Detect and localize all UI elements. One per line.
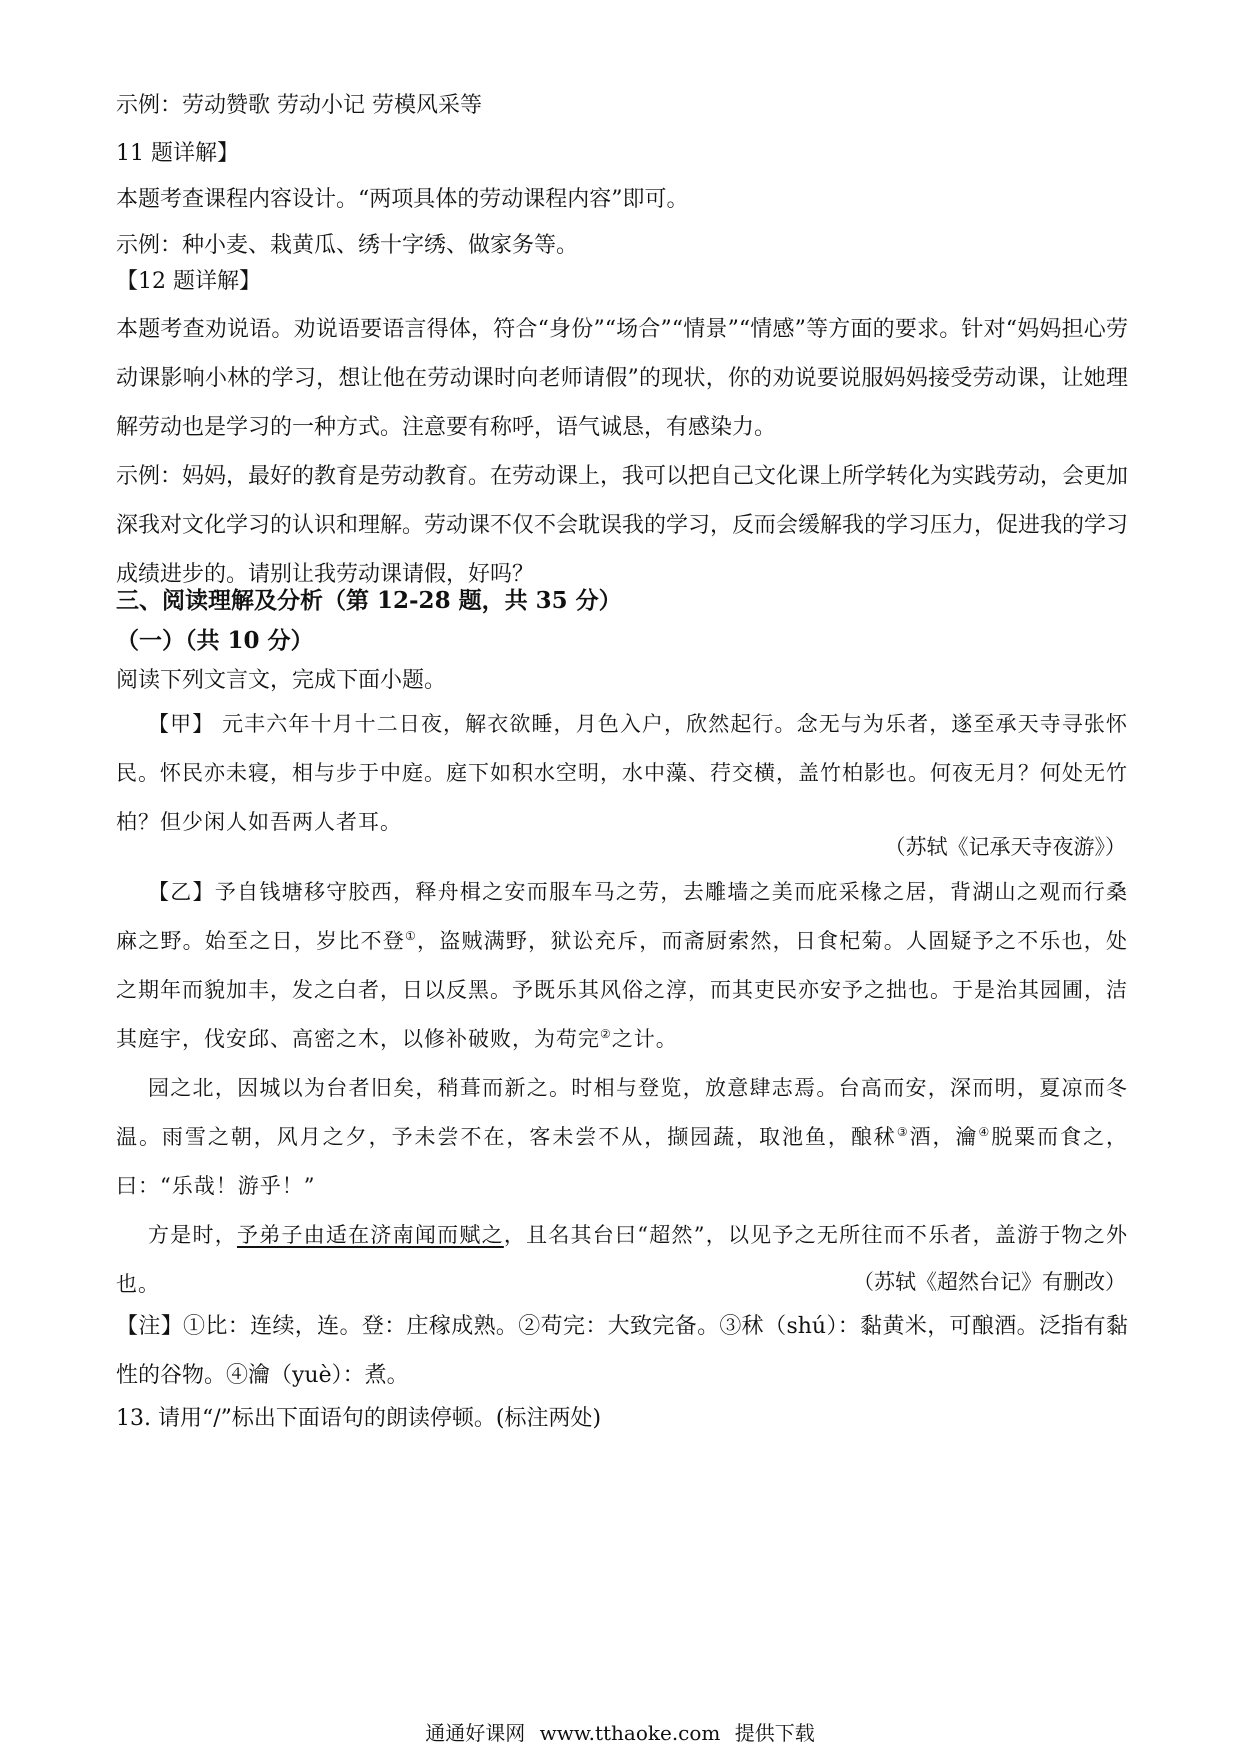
passage-yi-source: （苏轼《超然台记》有删改） bbox=[853, 1270, 1126, 1294]
q12-body-block bbox=[116, 305, 1128, 599]
section3-title: 三、阅读理解及分析（第 12-28 题，共 35 分） bbox=[116, 587, 622, 614]
passage-yi bbox=[116, 868, 1128, 1309]
passage-yi-paragraph-2 bbox=[116, 1064, 1128, 1211]
passage-jia-source: （苏轼《记承天寺夜游》） bbox=[884, 835, 1126, 859]
note-marker-4: ④ bbox=[978, 1125, 992, 1139]
yi-p3-text-b: ，且名其台曰“超然”，以见予之无所往而不乐者，盖游于物之外也。 bbox=[116, 1223, 1129, 1296]
note-marker-3: ③ bbox=[896, 1125, 910, 1139]
q12-example: 示例：妈妈，最好的教育是劳动教育。在劳动课上，我可以把自己文化课上所学转化为实践劳动，会更加深我对文化学习的认识和理解。劳动课不仅不会耽误我的学习，反而会缓解我的学习压力，促进我的学习成绩进步的。请别让我劳动课请假，好吗？ bbox=[116, 464, 1129, 587]
footer-site-name: 通通好课网 bbox=[425, 1721, 526, 1745]
footer-url[interactable]: www.tthaoke.com bbox=[539, 1721, 721, 1745]
reading-instruction: 阅读下列文言文，完成下面小题。 bbox=[116, 668, 447, 693]
yi-p1-text-a: 【乙】予自钱塘移守胶西，释舟楫之安而服车马之劳，去雕墙之美而庇采椽之居，背湖山之观而行桑麻之野。始至之日，岁比不登 bbox=[116, 880, 1128, 953]
q12-heading: 【12 题详解】 bbox=[116, 269, 261, 294]
passage-yi-paragraph-1 bbox=[116, 868, 1128, 1064]
yi-p2-text-c: 脱粟而食之，曰：“乐哉！游乎！” bbox=[116, 1125, 1129, 1198]
part1-title: （一）（共 10 分） bbox=[116, 627, 314, 654]
q11-body: 本题考查课程内容设计。“两项具体的劳动课程内容”即可。 bbox=[116, 187, 689, 212]
passage-jia-text: 【甲】 元丰六年十月十二日夜，解衣欲睡，月色入户，欣然起行。念无与为乐者，遂至承天寺寻张怀民。怀民亦未寝，相与步于中庭。庭下如积水空明，水中藻、荇交横，盖竹柏影也。何夜无月？何处无竹柏？但少闲人如吾两人者耳。 bbox=[116, 712, 1128, 834]
annotations-text: 【注】①比：连续，连。登：庄稼成熟。②苟完：大致完备。③秫（shú）：黏黄米，可酿酒。泛指有黏性的谷物。④瀹（yuè）：煮。 bbox=[116, 1314, 1128, 1388]
q10-example: 示例：劳动赞歌 劳动小记 劳模风采等 bbox=[116, 93, 482, 118]
q11-example: 示例：种小麦、栽黄瓜、绣十字绣、做家务等。 bbox=[116, 233, 579, 258]
yi-p3-text-a: 方是时， bbox=[148, 1223, 237, 1247]
passage-jia bbox=[116, 700, 1128, 847]
q11-heading: 11 题详解】 bbox=[116, 141, 239, 166]
footer-suffix: 提供下载 bbox=[734, 1721, 815, 1745]
question-13: 13. 请用“/”标出下面语句的朗读停顿。(标注两处) bbox=[116, 1406, 602, 1431]
yi-p1-text-b: ，盗贼满野，狱讼充斥，而斋厨索然，日食杞菊。人固疑予之不乐也，处之期年而貌加丰，发之白者，日以反黑。予既乐其风俗之淳，而其吏民亦安予之拙也。于是治其园圃，洁其庭宇，伐安邱、高密之木，以修补破败，为苟完 bbox=[116, 929, 1129, 1051]
q12-body: 本题考查劝说语。劝说语要语言得体，符合“身份”“场合”“情景”“情感”等方面的要求。针对“妈妈担心劳动课影响小林的学习，想让他在劳动课时向老师请假”的现状，你的劝说要说服妈妈接受劳动课，让她理解劳动也是学习的一种方式。注意要有称呼，语气诚恳，有感染力。 bbox=[116, 317, 1128, 440]
yi-p1-text-c: 之计。 bbox=[611, 1027, 678, 1051]
underlined-sentence: 予弟子由适在济南闻而赋之 bbox=[236, 1223, 504, 1247]
page-footer bbox=[0, 1718, 1240, 1748]
annotations bbox=[116, 1302, 1128, 1400]
note-marker-2: ② bbox=[600, 1027, 612, 1041]
note-marker-1: ① bbox=[404, 929, 417, 943]
yi-p2-text-b: 酒，瀹 bbox=[909, 1125, 979, 1149]
yi-p2-text-a: 园之北，因城以为台者旧矣，稍葺而新之。时相与登览，放意肆志焉。台高而安，深而明，夏凉而冬温。雨雪之朝，风月之夕，予未尝不在，客未尝不从，撷园蔬，取池鱼，酿秫 bbox=[116, 1076, 1128, 1149]
